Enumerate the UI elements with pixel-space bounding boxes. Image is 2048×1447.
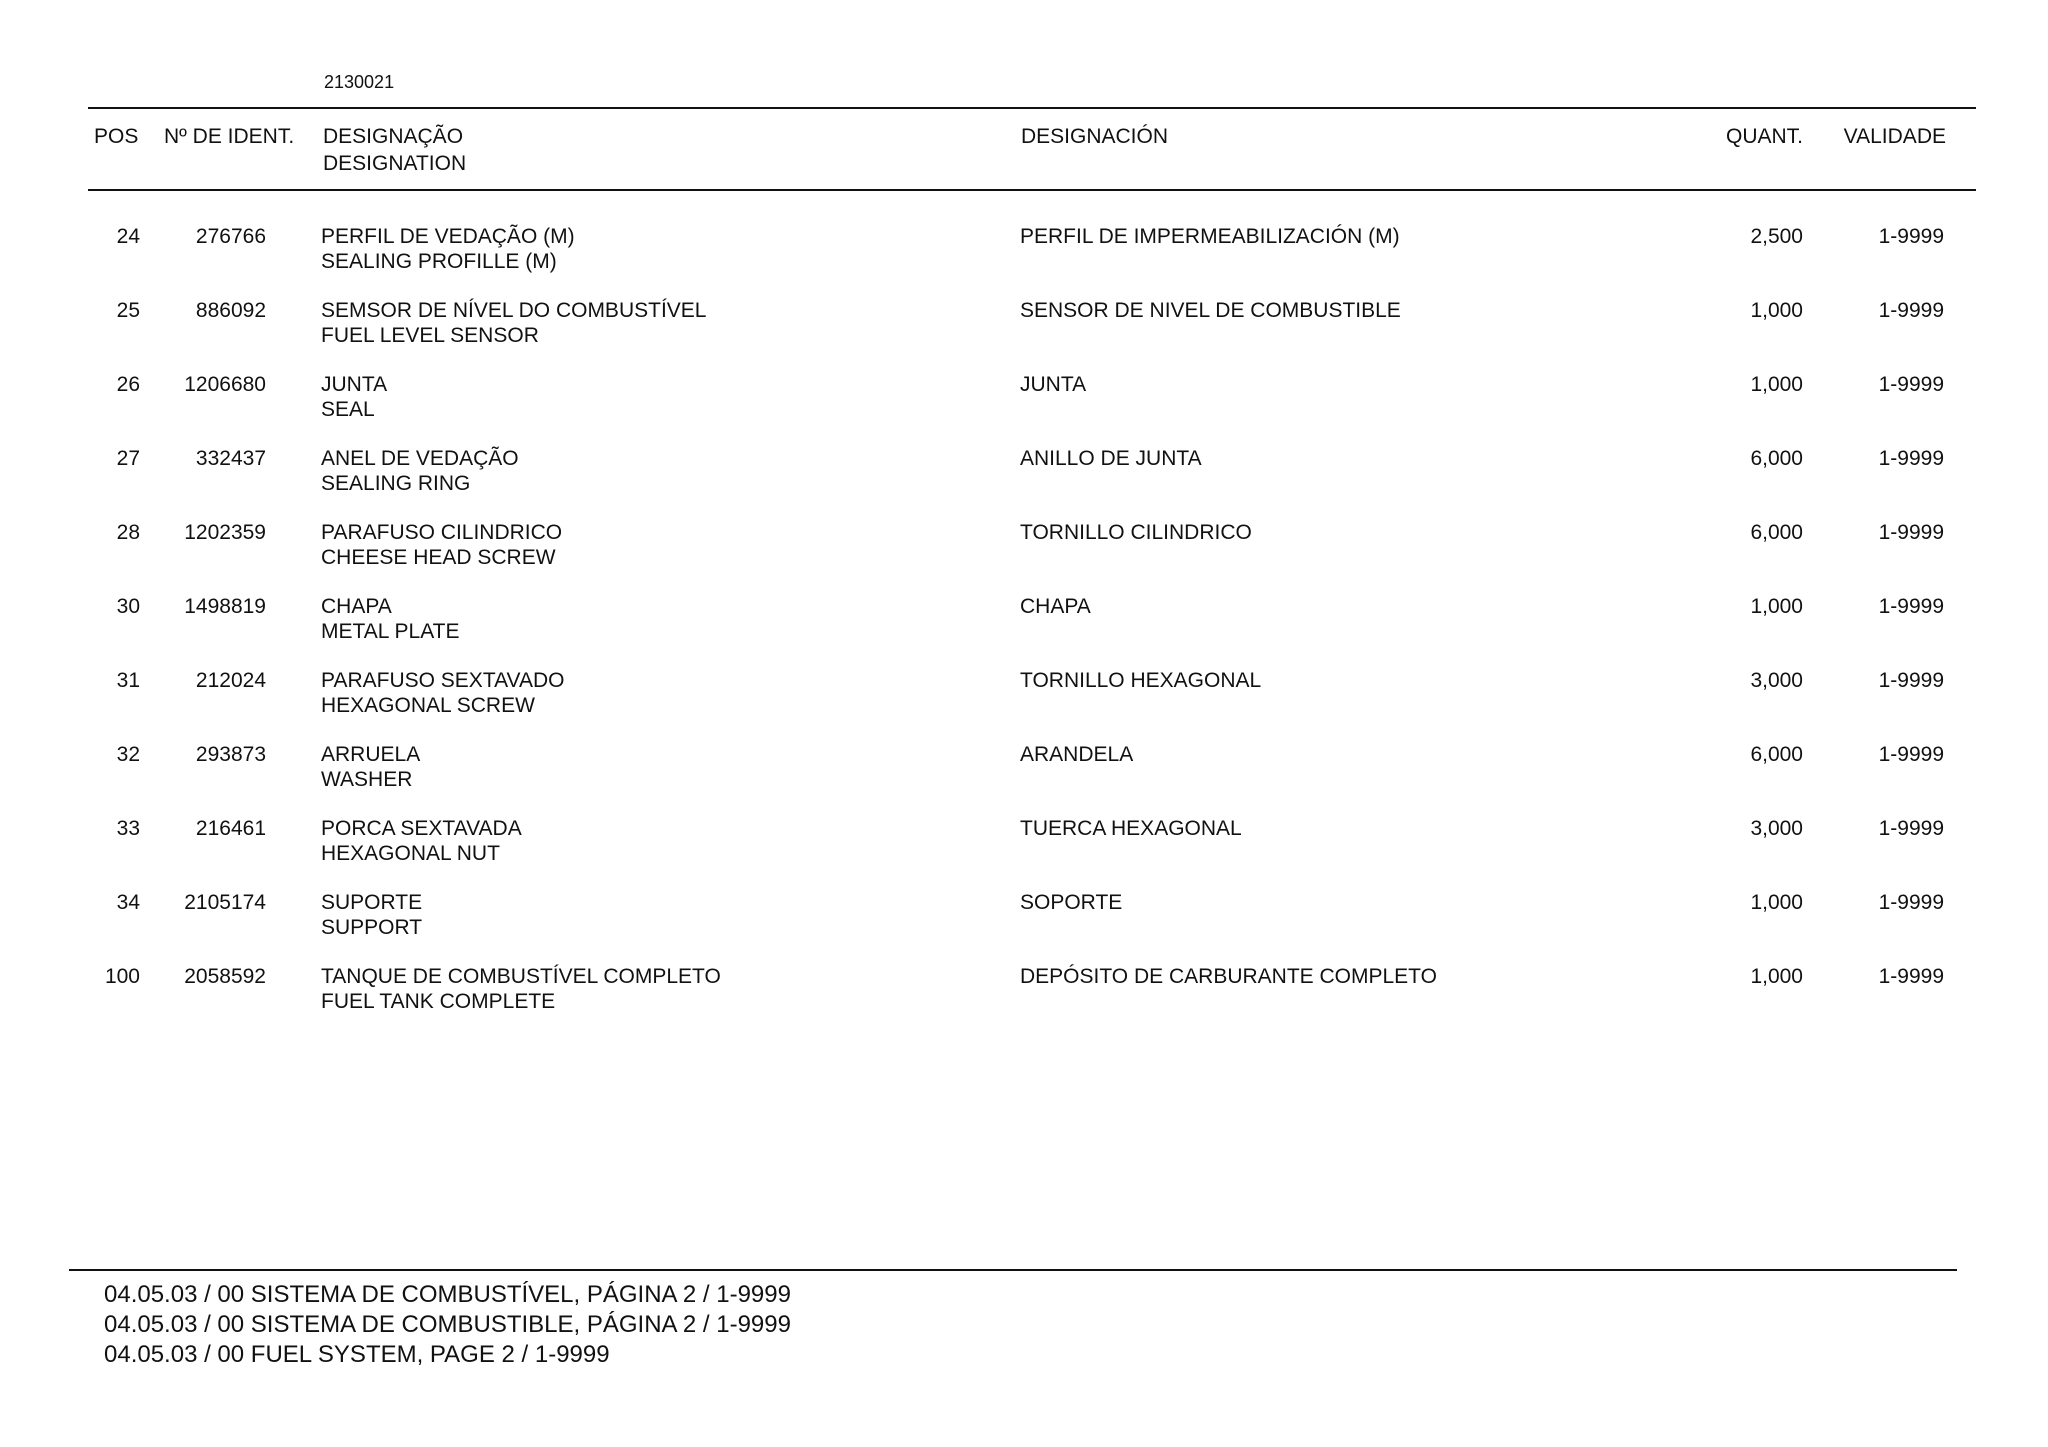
- row-quant: 6,000: [1750, 521, 1803, 544]
- row-quant: 3,000: [1750, 669, 1803, 692]
- row-designation-es: JUNTA: [1020, 373, 1087, 396]
- row-quant: 3,000: [1750, 817, 1803, 840]
- row-designation: [321, 446, 519, 496]
- row-designation: [321, 372, 387, 422]
- row-designation-es: TORNILLO CILINDRICO: [1020, 521, 1252, 544]
- row-validity: 1-9999: [1878, 299, 1944, 322]
- row-designation-en: METAL PLATE: [321, 620, 460, 643]
- row-designation: [321, 816, 522, 866]
- row-pos: 100: [104, 965, 140, 988]
- row-validity: 1-9999: [1878, 447, 1944, 470]
- row-designation-en: FUEL LEVEL SENSOR: [321, 324, 539, 347]
- header-designacao: DESIGNAÇÃO: [323, 125, 464, 148]
- row-designation-pt: SEMSOR DE NÍVEL DO COMBUSTÍVEL: [321, 299, 707, 322]
- table-row: [0, 446, 2048, 520]
- row-designation-en: SEALING RING: [321, 472, 471, 495]
- footer-rule: [69, 1269, 1957, 1271]
- row-designation-en: HEXAGONAL SCREW: [321, 694, 535, 717]
- row-designation-pt: TANQUE DE COMBUSTÍVEL COMPLETO: [321, 965, 721, 988]
- row-ident: 293873: [195, 743, 266, 766]
- table-row: [0, 668, 2048, 742]
- header-top-rule: [88, 107, 1976, 109]
- row-designation-es: SENSOR DE NIVEL DE COMBUSTIBLE: [1020, 299, 1401, 322]
- row-designation-es: SOPORTE: [1020, 891, 1123, 914]
- row-designation-pt: JUNTA: [321, 373, 388, 396]
- header-designacion: DESIGNACIÓN: [1021, 125, 1169, 148]
- row-pos: 31: [116, 669, 140, 692]
- header-ident: Nº DE IDENT.: [164, 125, 295, 148]
- row-designation-pt: PORCA SEXTAVADA: [321, 817, 522, 840]
- row-validity: 1-9999: [1878, 373, 1944, 396]
- row-ident: 212024: [195, 669, 266, 692]
- table-row: [0, 742, 2048, 816]
- row-ident: 886092: [195, 299, 266, 322]
- row-designation-es: CHAPA: [1020, 595, 1091, 618]
- row-designation-en: HEXAGONAL NUT: [321, 842, 500, 865]
- row-designation: [321, 298, 706, 348]
- row-validity: 1-9999: [1878, 965, 1944, 988]
- row-quant: 1,000: [1750, 595, 1803, 618]
- row-designation-en: SEALING PROFILLE (M): [321, 250, 557, 273]
- footer-line-en: 04.05.03 / 00 FUEL SYSTEM, PAGE 2 / 1-9999: [104, 1341, 610, 1368]
- footer-line-pt: 04.05.03 / 00 SISTEMA DE COMBUSTÍVEL, PÁGINA 2 / 1-9999: [104, 1281, 791, 1308]
- row-designation: [321, 742, 420, 792]
- row-quant: 1,000: [1750, 299, 1803, 322]
- row-quant: 6,000: [1750, 447, 1803, 470]
- row-designation-pt: ANEL DE VEDAÇÃO: [321, 447, 519, 470]
- row-designation-es: PERFIL DE IMPERMEABILIZACIÓN (M): [1020, 225, 1400, 248]
- row-validity: 1-9999: [1878, 743, 1944, 766]
- table-header: [0, 123, 2048, 183]
- row-ident: 276766: [195, 225, 266, 248]
- row-validity: 1-9999: [1878, 521, 1944, 544]
- row-designation-pt: PARAFUSO SEXTAVADO: [321, 669, 565, 692]
- row-pos: 28: [116, 521, 140, 544]
- row-pos: 32: [116, 743, 140, 766]
- header-quant: QUANT.: [1725, 125, 1803, 148]
- row-designation: [321, 520, 562, 570]
- row-designation-en: CHEESE HEAD SCREW: [321, 546, 556, 569]
- row-pos: 33: [116, 817, 140, 840]
- row-designation: [321, 668, 565, 718]
- row-designation-en: WASHER: [321, 768, 413, 791]
- row-validity: 1-9999: [1878, 595, 1944, 618]
- row-validity: 1-9999: [1878, 817, 1944, 840]
- row-designation-pt: CHAPA: [321, 595, 392, 618]
- row-designation-es: TORNILLO HEXAGONAL: [1020, 669, 1262, 692]
- row-designation: [321, 224, 575, 274]
- row-designation-es: TUERCA HEXAGONAL: [1020, 817, 1242, 840]
- row-designation: [321, 594, 459, 644]
- row-designation-es: ANILLO DE JUNTA: [1020, 447, 1202, 470]
- row-ident: 1498819: [184, 595, 266, 618]
- row-designation-pt: SUPORTE: [321, 891, 423, 914]
- row-pos: 26: [116, 373, 140, 396]
- row-designation-pt: ARRUELA: [321, 743, 421, 766]
- table-row: [0, 964, 2048, 1038]
- document-id: 2130021: [324, 72, 395, 92]
- table-row: [0, 520, 2048, 594]
- row-quant: 6,000: [1750, 743, 1803, 766]
- header-validade: VALIDADE: [1843, 125, 1946, 148]
- table-row: [0, 890, 2048, 964]
- row-quant: 1,000: [1750, 891, 1803, 914]
- footer: [104, 1280, 791, 1370]
- header-bottom-rule: [88, 189, 1976, 191]
- row-designation: [321, 964, 721, 1014]
- row-ident: 2058592: [184, 965, 266, 988]
- row-ident: 2105174: [184, 891, 266, 914]
- table-row: [0, 372, 2048, 446]
- row-pos: 27: [116, 447, 140, 470]
- row-ident: 1206680: [184, 373, 266, 396]
- row-validity: 1-9999: [1878, 669, 1944, 692]
- row-ident: 332437: [195, 447, 266, 470]
- row-designation-en: SEAL: [321, 398, 375, 421]
- row-validity: 1-9999: [1878, 891, 1944, 914]
- header-designation: DESIGNATION: [323, 152, 467, 175]
- table-row: [0, 594, 2048, 668]
- row-quant: 1,000: [1750, 965, 1803, 988]
- table-row: [0, 816, 2048, 890]
- row-pos: 30: [116, 595, 140, 618]
- row-designation-en: SUPPORT: [321, 916, 423, 939]
- table-row: [0, 224, 2048, 298]
- row-designation-pt: PERFIL DE VEDAÇÃO (M): [321, 225, 575, 248]
- row-ident: 216461: [195, 817, 266, 840]
- row-pos: 25: [116, 299, 140, 322]
- table-row: [0, 298, 2048, 372]
- parts-table-body: [0, 224, 2048, 1038]
- row-designation-es: ARANDELA: [1020, 743, 1134, 766]
- row-pos: 34: [116, 891, 140, 914]
- footer-line-es: 04.05.03 / 00 SISTEMA DE COMBUSTIBLE, PÁGINA 2 / 1-9999: [104, 1311, 791, 1338]
- header-pos: POS: [94, 125, 139, 148]
- row-quant: 2,500: [1750, 225, 1803, 248]
- row-designation-en: FUEL TANK COMPLETE: [321, 990, 556, 1013]
- row-validity: 1-9999: [1878, 225, 1944, 248]
- row-designation-es: DEPÓSITO DE CARBURANTE COMPLETO: [1020, 965, 1437, 988]
- row-ident: 1202359: [184, 521, 266, 544]
- row-quant: 1,000: [1750, 373, 1803, 396]
- row-designation: [321, 890, 422, 940]
- row-pos: 24: [116, 225, 140, 248]
- row-designation-pt: PARAFUSO CILINDRICO: [321, 521, 563, 544]
